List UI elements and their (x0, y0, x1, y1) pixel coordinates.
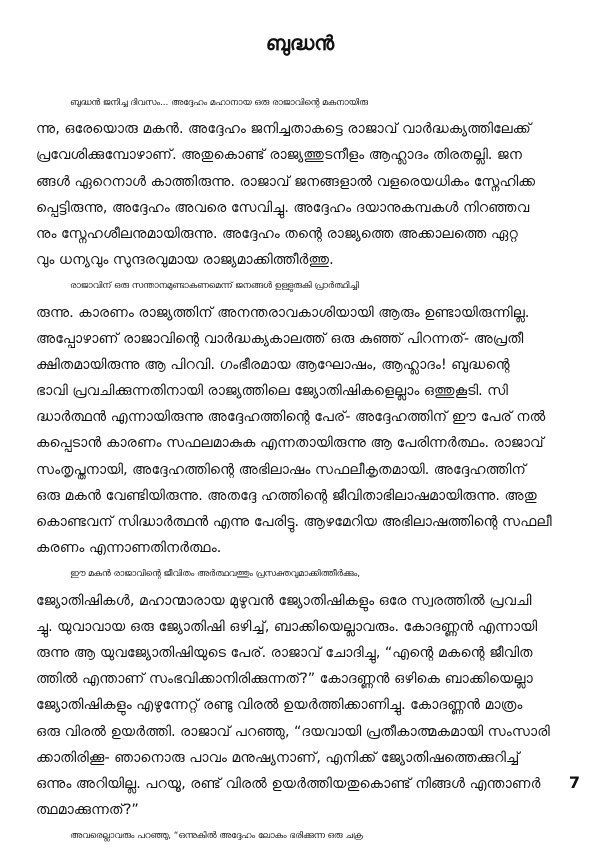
text-line: രുന്നു. കാരണം രാജ്യത്തിന് അനന്തരാവകാശിയായി ആരും ഉണ്ടായിരുന്നില്ല. (36, 304, 530, 321)
text-line: ഈ മകൻ രാജാവിന്റെ ജീവിതം അർത്ഥവത്തും പ്രസക്തവുമാക്കിത്തീർക്കും, (70, 569, 360, 580)
text-line: വും ധന്യവും സുന്ദരവുമായ രാജ്യമാക്കിത്തീർത്തു. (36, 252, 334, 269)
text-line: ത്ഥമാക്കുന്നത്?” (36, 802, 139, 819)
paragraph (36, 823, 578, 849)
text-line: അപ്പോഴാണ് രാജാവിന്റെ വാർദ്ധക്യകാലത്ത് ഒരു കുഞ്ഞ് പിറന്നത്- അപ്രതീ (36, 330, 524, 347)
text-line: ക്ഷിതമായിരുന്നു ആ പിറവി. ഗംഭീരമായ ആഘോഷം, ആഹ്ലാദം! ബുദ്ധന്റെ (36, 356, 510, 373)
text-line: കപ്പെടാൻ കാരണം സഫലമാകുക എന്നതായിരുന്നു ആ പേരിന്നർത്ഥം. രാജാവ് (36, 435, 544, 452)
paragraph (36, 90, 578, 273)
text-line: ഭാവി പ്രവചിക്കുന്നതിനായി രാജ്യത്തിലെ ജ്യോതിഷികളെല്ലാം ഒത്തുകൂടി. സി (36, 383, 508, 400)
text-line: ജ്യോതിഷികളും എഴുന്നേറ്റ് രണ്ടു വിരൽ ഉയർത്തിക്കാണിച്ചു. കോദണ്ണൻ മാത്രം (36, 697, 523, 714)
text-line: ഒരു വിരൽ ഉയർത്തി. രാജാവ് പറഞ്ഞു, “ദയവായി പ്രതീകാത്മകമായി സംസാരി (36, 723, 550, 740)
text-line: സംതൃപ്തനായി, അദ്ദേഹത്തിന്റെ അഭിലാഷം സഫലീകൃതമായി. അദ്ദേഹത്തിന് (36, 461, 526, 478)
text-line: ബുദ്ധൻ ജനിച്ച ദിവസം... അദ്ദേഹം മഹാനായ ഒരു രാജാവിന്റെ മകനായിരു (70, 98, 368, 108)
text-line: ങ്ങൾ ഏറെനാൾ കാത്തിരുന്നു. രാജാവ് ജനങ്ങളാൽ വളരെയധികം സ്നേഹിക്ക (36, 173, 536, 190)
page-title: ബുദ്ധൻ (265, 31, 335, 55)
text-line: അവരെല്ലാവരും പറഞ്ഞു, “ഒന്നുകിൽ അദ്ദേഹം ലോകം ഭരിക്കുന്ന ഒരു ചക്ര (70, 831, 363, 842)
text-line: നും സ്നേഹശീലനുമായിരുന്നു. അദ്ദേഹം തന്റെ രാജ്യത്തെ അക്കാലത്തെ ഏറ്റ (36, 225, 518, 242)
text-line: കരണം എന്നാണതിനർത്ഥം. (36, 540, 222, 557)
text-line: ന്നു, ഒരേയൊരു മകൻ. അദ്ദേഹം ജനിച്ചതാകട്ടെ രാജാവ് വാർദ്ധക്യത്തിലേക്ക് (36, 121, 531, 138)
text-line: ക്കാതിരിക്കൂ- ഞാനൊരു പാവം മനുഷ്യനാണ്, എനിക്ക് ജ്യോതിഷത്തെക്കുറിച്ച് (36, 749, 520, 766)
text-line: പ്പെട്ടിരുന്നു, അദ്ദേഹം അവരെ സേവിച്ചു. അദ്ദേഹം ദയാനുകമ്പകൾ നിറഞ്ഞവ (36, 199, 530, 216)
text-line: പ്രവേശിക്കുമ്പോഴാണ്. അതുകൊണ്ട് രാജ്യത്തുടനീളം ആഹ്ലാദം തിരതല്ലി. ജന (36, 147, 523, 164)
text-line: ഒന്നും അറിയില്ല. പറയൂ, രണ്ട് വിരൽ ഉയർത്തിയതുകൊണ്ട് നിങ്ങൾ എന്താണർ (36, 775, 541, 792)
text-line: ജ്യോതിഷികൾ, മഹാന്മാരായ മുഴുവൻ ജ്യോതിഷികളും ഒരേ സ്വരത്തിൽ പ്രവചി (36, 592, 532, 609)
body-text (36, 90, 578, 849)
text-line: ദ്ധാർത്ഥൻ എന്നായിരുന്നു അദ്ദേഹത്തിന്റെ പേര്- അദ്ദേഹത്തിന് ഈ പേര് നൽ (36, 409, 546, 426)
text-line: രാജാവിന് ഒരു സന്താനമുണ്ടാകണമെന്ന് ജനങ്ങൾ ഉള്ളുരുകി പ്രാർത്ഥിച്ചി (70, 281, 359, 292)
text-line: ച്ചു. യുവാവായ ഒരു ജ്യോതിഷി ഒഴിച്ച്, ബാക്കിയെല്ലാവരും. കോദണ്ണൻ എന്നായി (36, 618, 538, 635)
text-line: ഒരു മകൻ വേണ്ടിയിരുന്നു. അതദ്ദേ ഹത്തിന്റെ ജീവിതാഭിലാഷമായിരുന്നു. അതു (36, 487, 537, 504)
text-line: കൊണ്ടവന് സിദ്ധാർത്ഥൻ എന്നു പേരിട്ടു. ആഴമേറിയ അഭിലാഷത്തിന്റെ സഫലീ (36, 514, 552, 530)
text-line: രുന്നു ആ യുവജ്യോതിഷിയുടെ പേര്. രാജാവ് ചോദിച്ചു, “എന്റെ മകന്റെ ജീവിത (36, 644, 533, 661)
page-number: 7 (568, 773, 580, 792)
paragraph (36, 273, 578, 561)
paragraph (36, 561, 578, 823)
text-line: ത്തിൽ എന്താണ് സംഭവിക്കാനിരിക്കുന്നത്?” കോദണ്ണൻ ഒഴികെ ബാക്കിയെല്ലാ (36, 671, 533, 688)
